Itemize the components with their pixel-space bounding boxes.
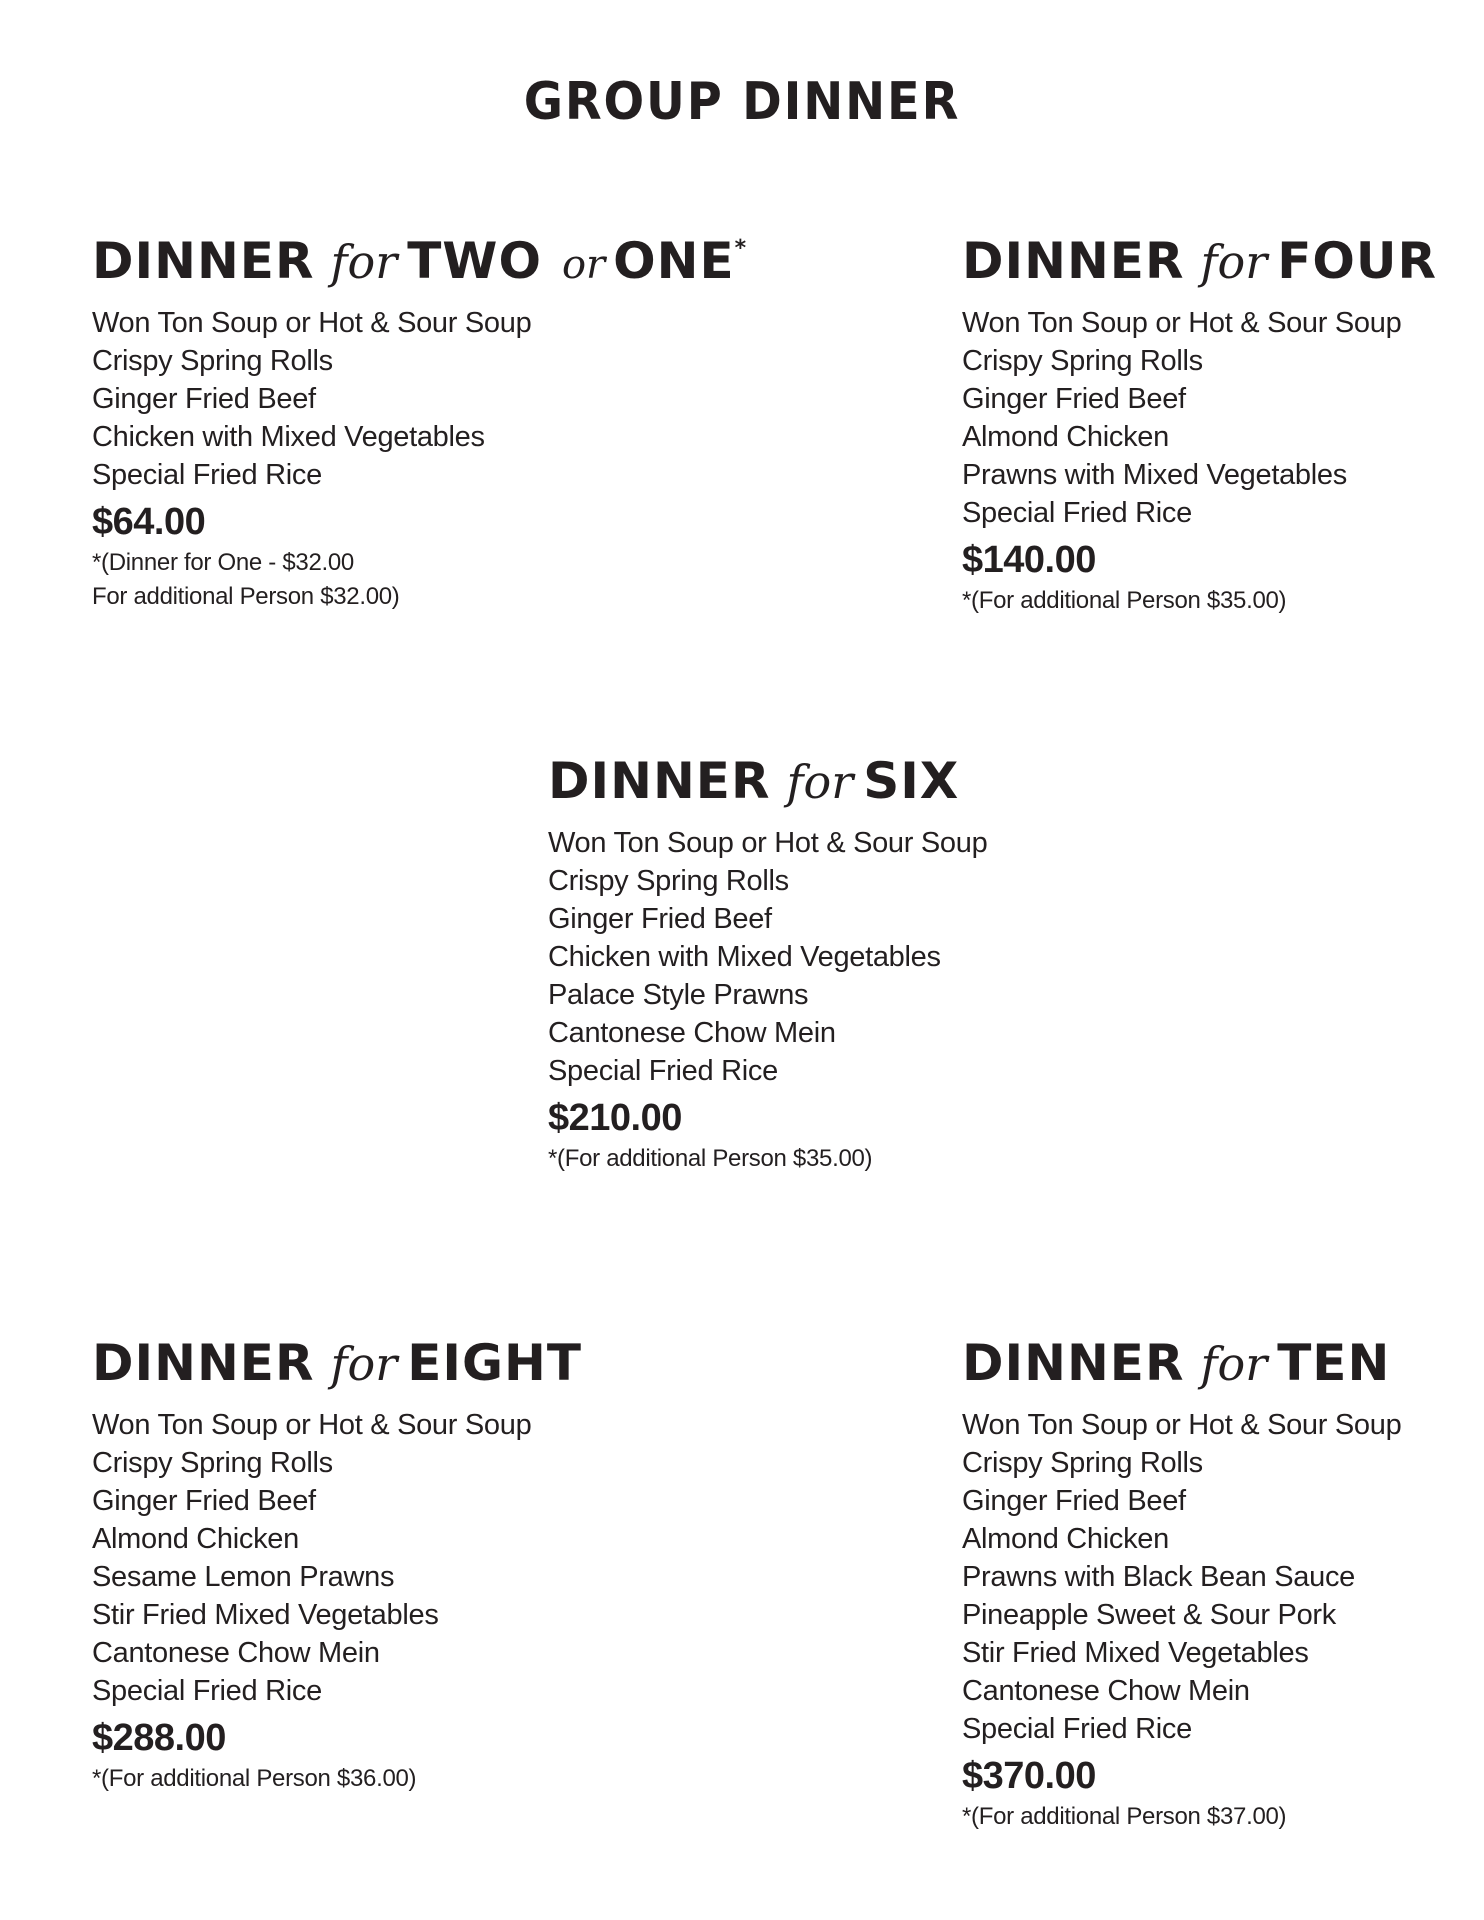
menu-item: Crispy Spring Rolls — [92, 345, 333, 377]
menu-item: Palace Style Prawns — [548, 979, 809, 1011]
menu-item: Won Ton Soup or Hot & Sour Soup — [92, 307, 532, 339]
menu-section-dinner-for-two — [92, 232, 747, 614]
heading-count: EIGHT — [407, 1334, 582, 1392]
menu-item: Special Fried Rice — [92, 459, 322, 491]
section-heading — [962, 232, 1462, 292]
section-note: *(Dinner for One - $32.00 — [92, 549, 354, 576]
section-heading — [548, 752, 1108, 812]
heading-for-word: for — [330, 1337, 398, 1391]
menu-item: Stir Fried Mixed Vegetables — [962, 1637, 1309, 1669]
section-note: For additional Person $32.00) — [92, 583, 400, 610]
menu-item: Special Fried Rice — [548, 1055, 778, 1087]
menu-item: Chicken with Mixed Vegetables — [92, 421, 485, 453]
menu-item: Sesame Lemon Prawns — [92, 1561, 395, 1593]
heading-for-word: for — [330, 235, 398, 289]
section-heading — [92, 1334, 652, 1394]
menu-item: Stir Fried Mixed Vegetables — [92, 1599, 439, 1631]
menu-item: Special Fried Rice — [962, 1713, 1192, 1745]
heading-dinner-word: DINNER — [548, 752, 771, 810]
heading-for-word: for — [1200, 235, 1268, 289]
menu-item: Pineapple Sweet & Sour Pork — [962, 1599, 1336, 1631]
section-price: $370.00 — [962, 1755, 1096, 1797]
menu-section-dinner-for-eight — [92, 1334, 652, 1796]
menu-item: Almond Chicken — [962, 421, 1169, 453]
section-price: $210.00 — [548, 1097, 682, 1139]
menu-item-list — [92, 304, 652, 494]
menu-section-dinner-for-ten — [962, 1334, 1462, 1834]
menu-item: Won Ton Soup or Hot & Sour Soup — [92, 1409, 532, 1441]
menu-item: Won Ton Soup or Hot & Sour Soup — [548, 827, 988, 859]
menu-item: Won Ton Soup or Hot & Sour Soup — [962, 307, 1402, 339]
heading-dinner-word: DINNER — [962, 232, 1185, 290]
menu-item: Crispy Spring Rolls — [548, 865, 789, 897]
section-price: $140.00 — [962, 539, 1096, 581]
section-price: $64.00 — [92, 501, 206, 543]
section-heading — [92, 232, 747, 292]
menu-section-dinner-for-four — [962, 232, 1462, 618]
menu-item: Crispy Spring Rolls — [962, 345, 1203, 377]
menu-item: Almond Chicken — [92, 1523, 299, 1555]
section-note: *(For additional Person $35.00) — [548, 1145, 873, 1172]
menu-item: Ginger Fried Beef — [92, 383, 316, 415]
heading-alt-count: ONE — [613, 232, 735, 290]
heading-dinner-word: DINNER — [962, 1334, 1185, 1392]
heading-count: FOUR — [1277, 232, 1437, 290]
menu-item: Special Fried Rice — [962, 497, 1192, 529]
heading-asterisk: * — [734, 236, 747, 261]
section-price: $288.00 — [92, 1717, 226, 1759]
section-note: *(For additional Person $36.00) — [92, 1765, 417, 1792]
menu-item-list — [548, 824, 1108, 1090]
heading-or-word: or — [561, 242, 606, 288]
menu-item-list — [92, 1406, 652, 1710]
heading-count: TEN — [1277, 1334, 1391, 1392]
menu-item: Prawns with Black Bean Sauce — [962, 1561, 1355, 1593]
section-note: *(For additional Person $37.00) — [962, 1803, 1287, 1830]
section-note: *(For additional Person $35.00) — [962, 587, 1287, 614]
menu-item: Cantonese Chow Mein — [92, 1637, 380, 1669]
menu-item-list — [962, 1406, 1462, 1748]
menu-item: Crispy Spring Rolls — [962, 1447, 1203, 1479]
menu-item: Prawns with Mixed Vegetables — [962, 459, 1347, 491]
menu-item: Ginger Fried Beef — [962, 383, 1186, 415]
page-title: GROUP DINNER — [523, 72, 961, 132]
menu-item: Cantonese Chow Mein — [548, 1017, 836, 1049]
heading-for-word: for — [1200, 1337, 1268, 1391]
heading-dinner-word: DINNER — [92, 1334, 315, 1392]
menu-item: Ginger Fried Beef — [962, 1485, 1186, 1517]
menu-item: Crispy Spring Rolls — [92, 1447, 333, 1479]
heading-dinner-word: DINNER — [92, 232, 315, 290]
menu-item: Almond Chicken — [962, 1523, 1169, 1555]
menu-item: Special Fried Rice — [92, 1675, 322, 1707]
menu-item: Won Ton Soup or Hot & Sour Soup — [962, 1409, 1402, 1441]
heading-for-word: for — [786, 755, 854, 809]
section-heading — [962, 1334, 1462, 1394]
menu-item: Ginger Fried Beef — [548, 903, 772, 935]
heading-count: TWO — [407, 232, 542, 290]
heading-count: SIX — [863, 752, 960, 810]
menu-item-list — [962, 304, 1462, 532]
menu-item: Chicken with Mixed Vegetables — [548, 941, 941, 973]
menu-section-dinner-for-six — [548, 752, 1108, 1176]
menu-item: Ginger Fried Beef — [92, 1485, 316, 1517]
menu-item: Cantonese Chow Mein — [962, 1675, 1250, 1707]
